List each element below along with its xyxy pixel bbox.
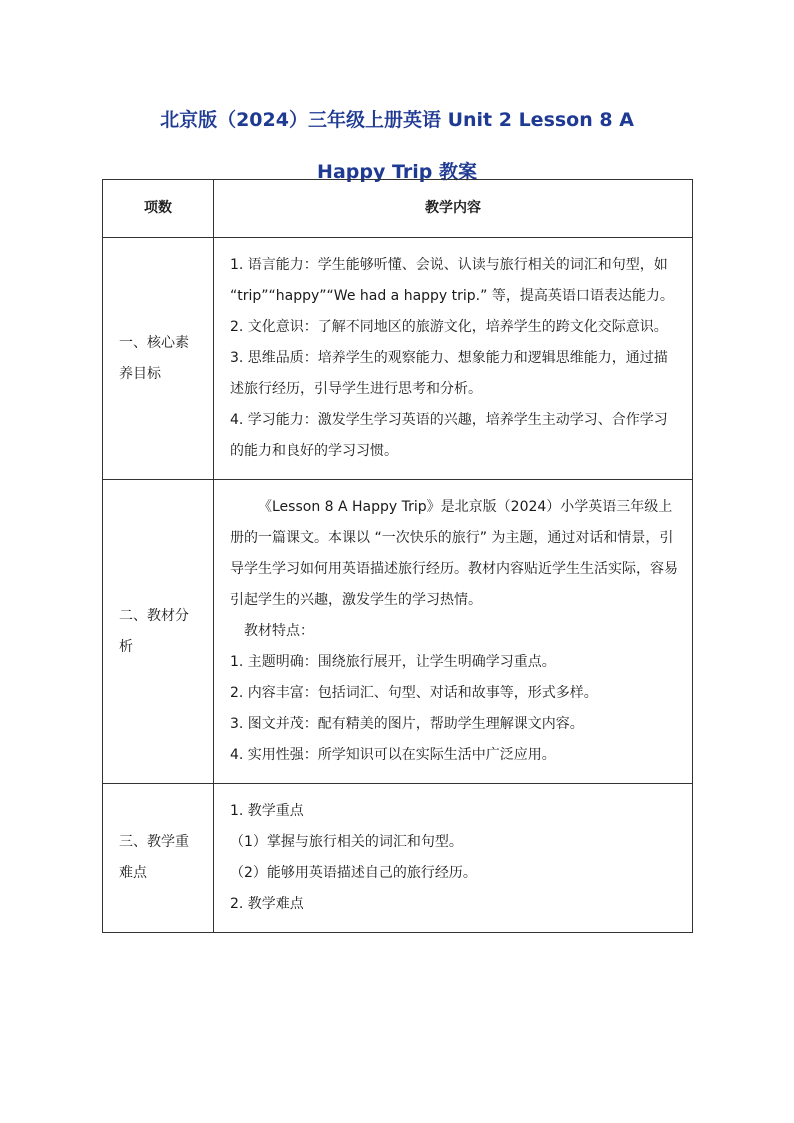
table-row-core-goals <box>103 238 693 480</box>
paragraph: 4. 实用性强：所学知识可以在实际生活中广泛应用。 <box>230 747 556 763</box>
paragraph: 2. 教学难点 <box>230 896 304 912</box>
paragraph: 2. 文化意识：了解不同地区的旅游文化，培养学生的跨文化交际意识。 <box>230 319 668 335</box>
row-label: 一、核心素养目标 <box>103 238 214 480</box>
paragraph: 1. 教学重点 <box>230 803 304 819</box>
paragraph: 1. 语言能力：学生能够听懂、会说、认读与旅行相关的词汇和句型，如 “trip”“happy”“We had a happy trip.” 等，提高英语口语表达能力。 <box>230 257 674 304</box>
header-item-col: 项数 <box>103 180 214 238</box>
paragraph: 2. 内容丰富：包括词汇、句型、对话和故事等，形式多样。 <box>230 685 598 701</box>
title-line-1: 北京版（2024）三年级上册英语 Unit 2 Lesson 8 A <box>160 109 634 131</box>
paragraph: 1. 主题明确：围绕旅行展开，让学生明确学习重点。 <box>230 654 556 670</box>
header-content-col: 教学内容 <box>214 180 693 238</box>
paragraph: 4. 学习能力：激发学生学习英语的兴趣，培养学生主动学习、合作学习的能力和良好的学习习惯。 <box>230 412 668 459</box>
row-content <box>214 480 693 784</box>
table-row-key-difficult-points <box>103 784 693 933</box>
paragraph: 《Lesson 8 A Happy Trip》是北京版（2024）小学英语三年级上册的一篇课文。本课以 “一次快乐的旅行” 为主题，通过对话和情景，引导学生学习如何用英语描述旅行经历。教材内容贴近学生生活实际，容易引起学生的兴趣，激发学生的学习热情。 <box>230 499 678 608</box>
paragraph: 教材特点： <box>244 623 314 639</box>
table-row-material-analysis <box>103 480 693 784</box>
table-header-row <box>103 180 693 238</box>
paragraph: （2）能够用英语描述自己的旅行经历。 <box>230 865 477 881</box>
title-line-2: Happy Trip 教案 <box>317 161 477 183</box>
lesson-plan-table <box>102 179 693 933</box>
row-content <box>214 784 693 933</box>
row-label: 三、教学重难点 <box>103 784 214 933</box>
paragraph: 3. 图文并茂：配有精美的图片，帮助学生理解课文内容。 <box>230 716 584 732</box>
row-label: 二、教材分析 <box>103 480 214 784</box>
paragraph: 3. 思维品质：培养学生的观察能力、想象能力和逻辑思维能力，通过描述旅行经历，引导学生进行思考和分析。 <box>230 350 668 397</box>
paragraph: （1）掌握与旅行相关的词汇和句型。 <box>230 834 463 850</box>
row-content <box>214 238 693 480</box>
